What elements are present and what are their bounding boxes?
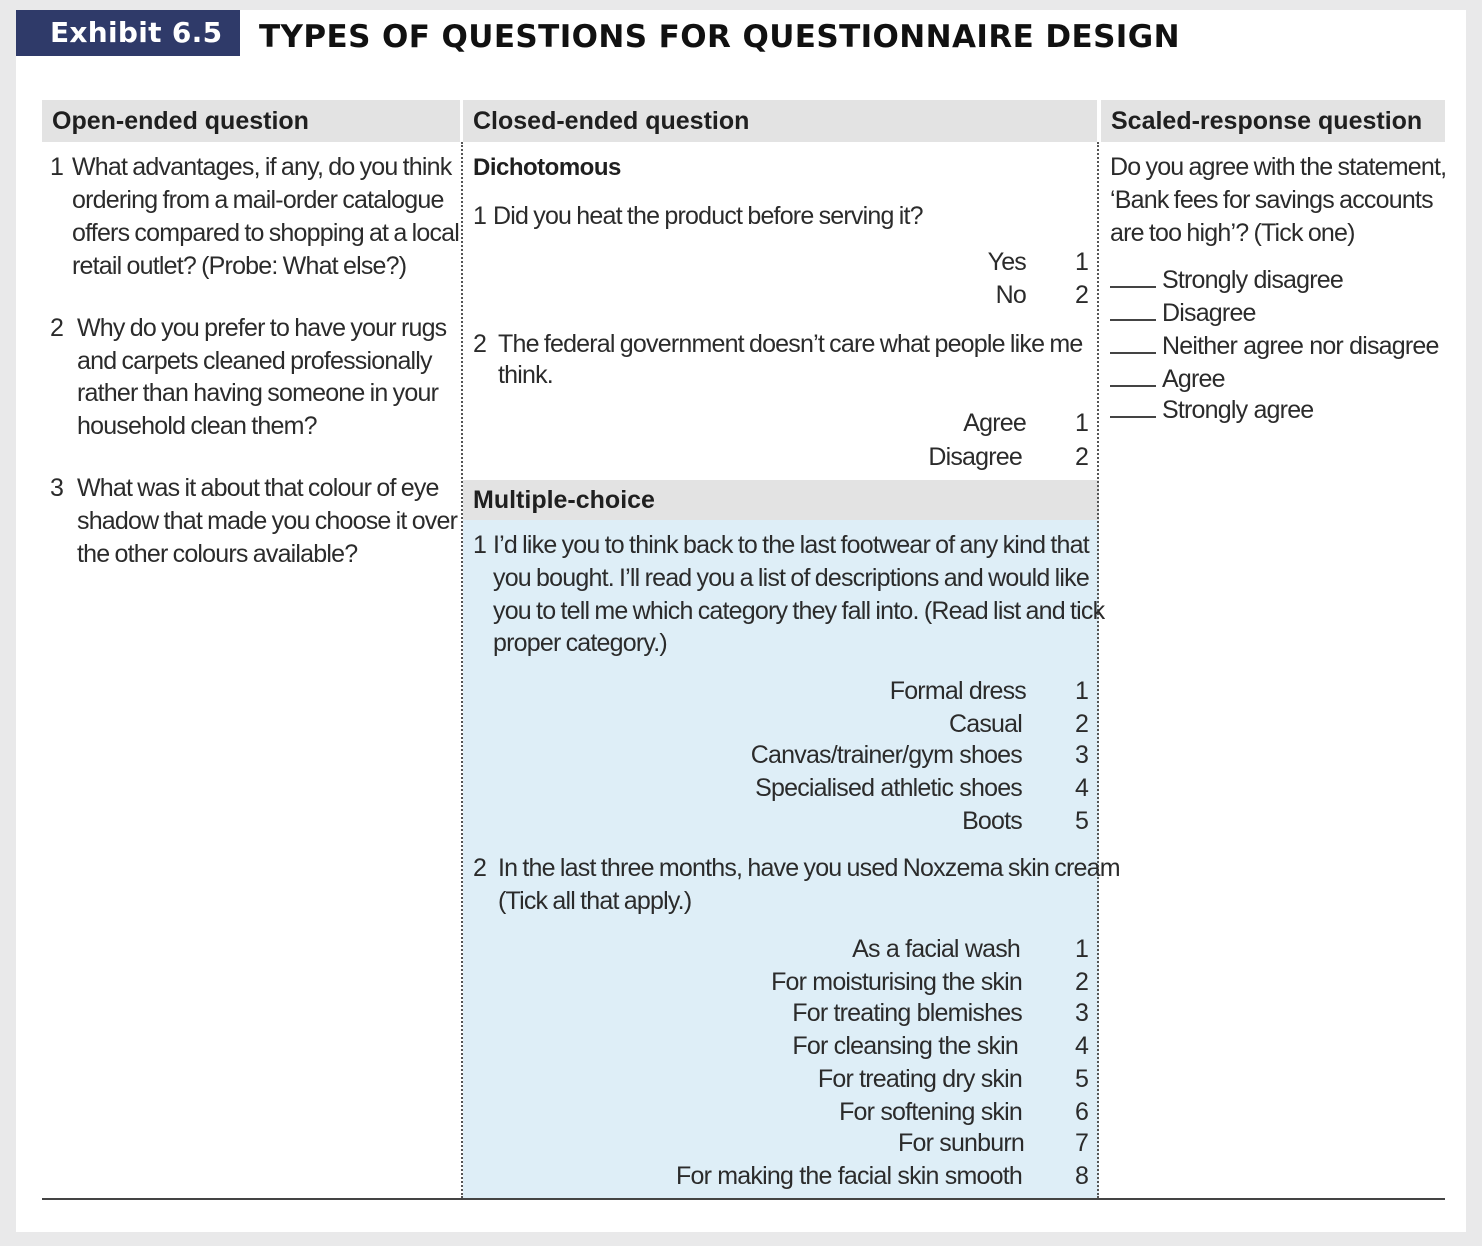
- option-label: Formal dress: [889, 677, 1026, 705]
- exhibit-title: TYPES OF QUESTIONS FOR QUESTIONNAIRE DESIGN: [259, 19, 1180, 55]
- scale-label: Agree: [1162, 365, 1225, 393]
- item-line: the other colours available?: [77, 540, 358, 568]
- question-text: Did you heat the product before serving it?: [493, 202, 923, 230]
- option-label: Disagree: [928, 443, 1022, 471]
- option-code: 3: [1075, 741, 1089, 769]
- question-line: (Tick all that apply.): [498, 887, 692, 915]
- item-line: household clean them?: [77, 412, 317, 440]
- option-code: 5: [1075, 1065, 1089, 1093]
- option-label: As a facial wash: [852, 935, 1020, 963]
- option-label: For treating dry skin: [817, 1065, 1022, 1093]
- bottom-rule: [42, 1198, 1445, 1200]
- item-number: 1: [473, 531, 487, 559]
- option-code: 6: [1075, 1098, 1089, 1126]
- item-line: and carpets cleaned professionally: [77, 347, 432, 375]
- option-code: 2: [1075, 281, 1089, 309]
- item-line: ordering from a mail-order catalogue: [72, 186, 444, 214]
- option-code: 2: [1075, 443, 1089, 471]
- item-number: 2: [50, 314, 64, 342]
- option-code: 1: [1075, 677, 1089, 705]
- column-divider-left: [461, 142, 463, 1198]
- option-label: For treating blemishes: [792, 999, 1022, 1027]
- tick-blank: [1110, 352, 1156, 354]
- tick-blank: [1110, 286, 1156, 288]
- tick-blank: [1110, 416, 1156, 418]
- dichotomous-label: Dichotomous: [473, 154, 621, 181]
- scaled-response-header: Scaled-response question: [1101, 100, 1445, 142]
- item-number: 2: [473, 854, 487, 882]
- question-line: proper category.): [493, 629, 667, 657]
- item-line: offers compared to shopping at a local: [72, 219, 460, 247]
- option-label: For cleansing the skin: [792, 1032, 1018, 1060]
- option-label: Casual: [948, 710, 1022, 738]
- question-line: you bought. I’ll read you a list of descriptions and would like: [493, 564, 1089, 592]
- option-code: 7: [1075, 1129, 1089, 1157]
- scale-label: Neither agree nor disagree: [1162, 332, 1439, 360]
- multiple-choice-label: Multiple-choice: [463, 480, 1099, 520]
- question-line: In the last three months, have you used Noxzema skin cream: [498, 854, 1120, 882]
- option-code: 1: [1075, 248, 1089, 276]
- option-code: 1: [1075, 935, 1089, 963]
- scale-label: Disagree: [1162, 299, 1256, 327]
- option-code: 3: [1075, 999, 1089, 1027]
- question-line: you to tell me which category they fall into. (Read list and tick: [493, 597, 1105, 625]
- option-label: Canvas/trainer/gym shoes: [750, 741, 1022, 769]
- question-line: are too high’? (Tick one): [1110, 219, 1355, 247]
- exhibit-badge: Exhibit 6.5: [16, 10, 240, 56]
- tick-blank: [1110, 319, 1156, 321]
- question-line: The federal government doesn’t care what people like me: [498, 330, 1083, 358]
- item-number: 1: [50, 153, 64, 181]
- option-code: 4: [1075, 774, 1089, 802]
- option-label: No: [995, 281, 1026, 309]
- option-label: Agree: [963, 409, 1026, 437]
- option-label: Specialised athletic shoes: [755, 774, 1022, 802]
- item-number: 1: [473, 202, 487, 230]
- option-code: 2: [1075, 968, 1089, 996]
- option-code: 2: [1075, 710, 1089, 738]
- option-code: 1: [1075, 409, 1089, 437]
- open-ended-header: Open-ended question: [42, 100, 460, 142]
- option-label: For sunburn: [898, 1129, 1024, 1157]
- tick-blank: [1110, 385, 1156, 387]
- item-line: What was it about that colour of eye: [77, 474, 439, 502]
- item-line: retail outlet? (Probe: What else?): [72, 252, 407, 280]
- item-number: 3: [50, 474, 64, 502]
- option-label: Yes: [987, 248, 1026, 276]
- question-line: ‘Bank fees for savings accounts: [1110, 186, 1433, 214]
- scale-label: Strongly disagree: [1162, 266, 1343, 294]
- question-line: think.: [498, 361, 553, 389]
- option-code: 5: [1075, 807, 1089, 835]
- item-line: What advantages, if any, do you think: [72, 153, 452, 181]
- option-label: For softening skin: [839, 1098, 1022, 1126]
- item-line: rather than having someone in your: [77, 379, 439, 407]
- option-label: For moisturising the skin: [771, 968, 1022, 996]
- item-line: Why do you prefer to have your rugs: [77, 314, 447, 342]
- column-divider-right: [1097, 142, 1099, 1198]
- item-line: shadow that made you choose it over: [77, 507, 458, 535]
- exhibit-page: [16, 10, 1466, 1232]
- option-label: For making the facial skin smooth: [676, 1162, 1022, 1190]
- option-code: 4: [1075, 1032, 1089, 1060]
- closed-ended-header: Closed-ended question: [463, 100, 1097, 142]
- item-number: 2: [473, 330, 487, 358]
- option-label: Boots: [962, 807, 1022, 835]
- question-line: I’d like you to think back to the last footwear of any kind that: [493, 531, 1089, 559]
- scale-label: Strongly agree: [1162, 396, 1314, 424]
- option-code: 8: [1075, 1162, 1089, 1190]
- question-line: Do you agree with the statement,: [1110, 153, 1447, 181]
